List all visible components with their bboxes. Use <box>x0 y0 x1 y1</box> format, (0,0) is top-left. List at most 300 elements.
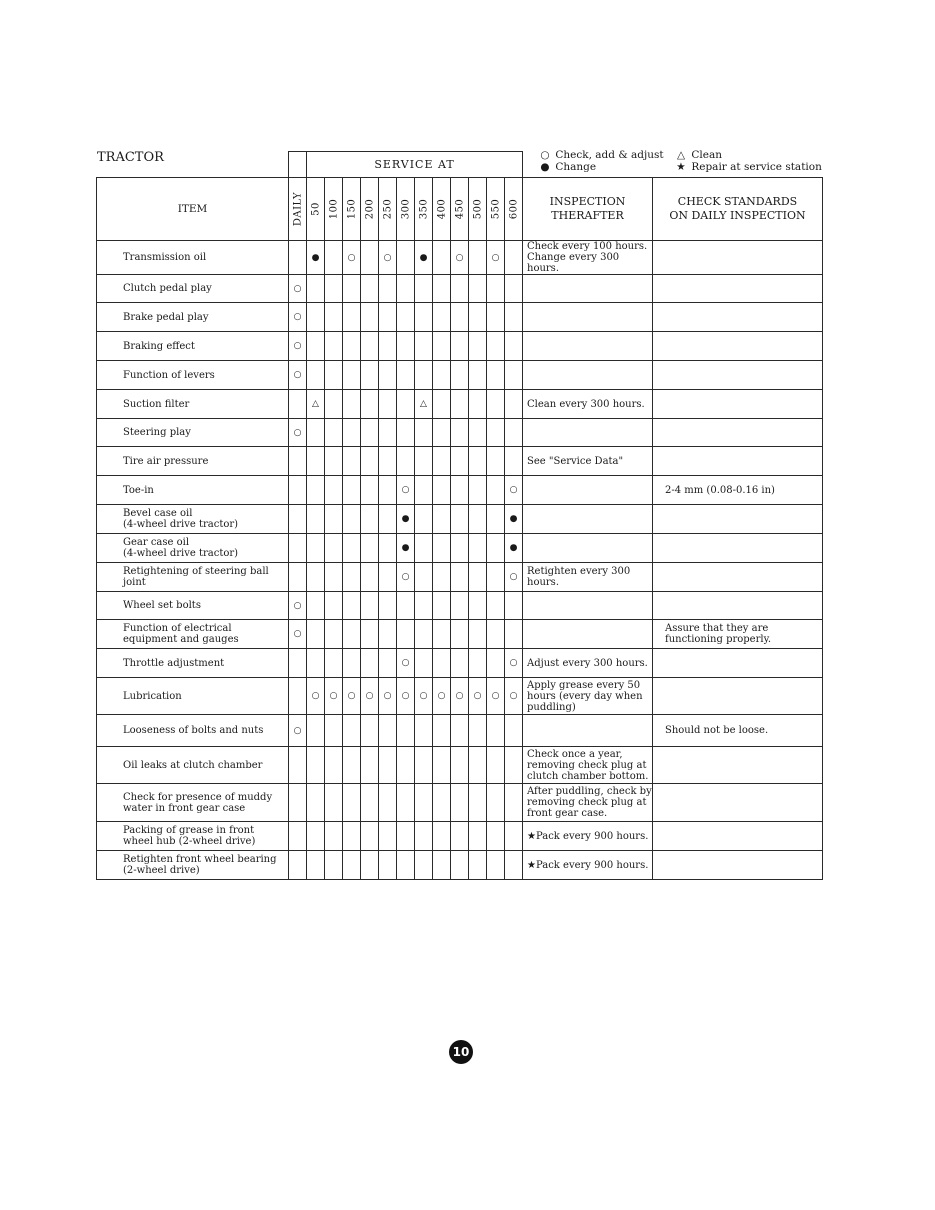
daily-mark <box>289 447 307 476</box>
service-mark <box>487 715 505 747</box>
service-mark: ○ <box>487 678 505 715</box>
service-mark <box>397 275 415 303</box>
hour-column-header: 200 <box>361 178 379 241</box>
triangle-icon: △ <box>676 149 686 161</box>
service-mark <box>469 505 487 534</box>
item-name: Retightening of steering ball joint <box>97 563 289 592</box>
service-mark <box>469 747 487 784</box>
check-standard: Assure that they are functioning properly. <box>653 620 823 649</box>
table-row <box>97 784 823 822</box>
daily-mark <box>289 784 307 822</box>
service-mark <box>343 303 361 332</box>
item-name: Gear case oil (4-wheel drive tractor) <box>97 534 289 563</box>
service-mark <box>487 419 505 447</box>
service-mark <box>361 715 379 747</box>
service-mark <box>379 332 397 361</box>
legend-label: Clean <box>691 149 722 161</box>
inspection-thereafter: Check every 100 hours. Change every 300 hours. <box>523 241 653 275</box>
table-row <box>97 649 823 678</box>
check-standard: Should not be loose. <box>653 715 823 747</box>
daily-mark: ○ <box>289 419 307 447</box>
item-name: Tire air pressure <box>97 447 289 476</box>
service-mark <box>505 361 523 390</box>
header-row-columns <box>97 178 823 241</box>
service-mark: ● <box>415 241 433 275</box>
maintenance-table <box>96 151 823 880</box>
check-standard <box>653 361 823 390</box>
service-mark <box>325 390 343 419</box>
service-mark <box>307 447 325 476</box>
service-mark <box>469 447 487 476</box>
service-mark <box>325 476 343 505</box>
service-mark: ○ <box>505 563 523 592</box>
service-mark <box>415 563 433 592</box>
table-row <box>97 476 823 505</box>
inspection-thereafter <box>523 505 653 534</box>
table-row <box>97 275 823 303</box>
service-mark <box>433 784 451 822</box>
service-mark <box>397 332 415 361</box>
service-mark <box>451 390 469 419</box>
service-mark <box>379 784 397 822</box>
item-name: Lubrication <box>97 678 289 715</box>
service-mark <box>325 620 343 649</box>
page-number: 10 <box>449 1040 473 1064</box>
service-mark <box>397 390 415 419</box>
check-standard <box>653 332 823 361</box>
service-mark <box>343 505 361 534</box>
service-mark <box>433 476 451 505</box>
hour-column-header: 450 <box>451 178 469 241</box>
service-mark <box>433 822 451 851</box>
item-name: Throttle adjustment <box>97 649 289 678</box>
service-mark <box>325 822 343 851</box>
service-mark <box>343 563 361 592</box>
service-mark <box>487 505 505 534</box>
service-mark <box>415 747 433 784</box>
service-mark <box>325 447 343 476</box>
daily-mark: ○ <box>289 275 307 303</box>
service-mark <box>487 447 505 476</box>
service-mark <box>415 784 433 822</box>
service-mark <box>325 505 343 534</box>
service-mark: ○ <box>451 678 469 715</box>
service-mark <box>415 534 433 563</box>
star-icon: ★ <box>676 161 686 173</box>
service-mark <box>487 275 505 303</box>
daily-mark <box>289 649 307 678</box>
service-mark <box>469 332 487 361</box>
service-mark <box>379 275 397 303</box>
inspection-thereafter <box>523 332 653 361</box>
item-name: Function of electrical equipment and gauges <box>97 620 289 649</box>
service-mark <box>415 649 433 678</box>
table-row <box>97 419 823 447</box>
daily-mark <box>289 747 307 784</box>
service-mark <box>307 592 325 620</box>
service-mark <box>469 476 487 505</box>
service-mark <box>451 822 469 851</box>
service-mark <box>451 592 469 620</box>
table-row <box>97 505 823 534</box>
service-mark <box>343 534 361 563</box>
service-mark: ○ <box>397 476 415 505</box>
check-standard <box>653 505 823 534</box>
service-mark <box>415 275 433 303</box>
service-mark <box>487 822 505 851</box>
service-mark <box>343 620 361 649</box>
service-mark <box>361 851 379 880</box>
service-mark <box>451 563 469 592</box>
service-mark <box>469 241 487 275</box>
service-mark <box>433 419 451 447</box>
inspection-thereafter <box>523 715 653 747</box>
service-mark <box>487 784 505 822</box>
service-mark <box>361 275 379 303</box>
inspection-thereafter <box>523 303 653 332</box>
service-mark: ○ <box>379 678 397 715</box>
service-mark <box>307 419 325 447</box>
inspection-thereafter <box>523 592 653 620</box>
service-mark <box>307 332 325 361</box>
item-name: Brake pedal play <box>97 303 289 332</box>
item-name: Transmission oil <box>97 241 289 275</box>
service-mark: ○ <box>361 678 379 715</box>
service-mark <box>361 620 379 649</box>
service-mark <box>433 851 451 880</box>
inspection-thereafter: ★Pack every 900 hours. <box>523 822 653 851</box>
daily-mark <box>289 563 307 592</box>
check-standard <box>653 784 823 822</box>
daily-mark: ○ <box>289 361 307 390</box>
daily-mark <box>289 678 307 715</box>
service-mark <box>505 419 523 447</box>
table-row <box>97 747 823 784</box>
table-row <box>97 361 823 390</box>
service-mark <box>451 747 469 784</box>
daily-mark <box>289 822 307 851</box>
service-mark <box>433 563 451 592</box>
service-mark <box>433 534 451 563</box>
service-mark <box>361 332 379 361</box>
service-mark <box>361 419 379 447</box>
service-mark <box>397 361 415 390</box>
service-mark <box>487 534 505 563</box>
service-mark <box>325 332 343 361</box>
service-mark <box>307 275 325 303</box>
item-name: Oil leaks at clutch chamber <box>97 747 289 784</box>
service-mark: ● <box>307 241 325 275</box>
service-mark <box>361 303 379 332</box>
service-mark <box>433 620 451 649</box>
service-mark <box>505 275 523 303</box>
table-row <box>97 332 823 361</box>
service-mark <box>307 563 325 592</box>
service-mark <box>307 784 325 822</box>
service-mark <box>451 715 469 747</box>
service-mark <box>325 303 343 332</box>
table-row <box>97 620 823 649</box>
service-mark <box>325 851 343 880</box>
table-row <box>97 822 823 851</box>
service-mark <box>451 534 469 563</box>
inspection-thereafter <box>523 620 653 649</box>
service-mark <box>361 563 379 592</box>
service-mark: ○ <box>325 678 343 715</box>
service-mark: ○ <box>469 678 487 715</box>
service-mark <box>361 747 379 784</box>
daily-column-header <box>289 178 307 241</box>
service-mark: △ <box>307 390 325 419</box>
check-standards-column-header: CHECK STANDARDS ON DAILY INSPECTION <box>653 178 823 241</box>
service-mark <box>469 592 487 620</box>
service-mark <box>379 620 397 649</box>
check-standard <box>653 822 823 851</box>
table-row <box>97 303 823 332</box>
service-mark <box>397 822 415 851</box>
service-mark <box>361 476 379 505</box>
service-mark <box>379 447 397 476</box>
service-mark <box>415 303 433 332</box>
check-standard <box>653 419 823 447</box>
item-name: Looseness of bolts and nuts <box>97 715 289 747</box>
check-standard: 2-4 mm (0.08-0.16 in) <box>653 476 823 505</box>
service-mark <box>505 747 523 784</box>
table-body <box>97 241 823 880</box>
item-name: Wheel set bolts <box>97 592 289 620</box>
hour-column-header: 100 <box>325 178 343 241</box>
service-mark <box>451 649 469 678</box>
check-standard <box>653 390 823 419</box>
daily-mark: ○ <box>289 620 307 649</box>
service-mark: ○ <box>505 476 523 505</box>
hour-column-header: 250 <box>379 178 397 241</box>
service-mark <box>361 505 379 534</box>
table-row <box>97 241 823 275</box>
item-name: Steering play <box>97 419 289 447</box>
table-row <box>97 534 823 563</box>
inspection-thereafter: Check once a year, removing check plug at clutch chamber bottom. <box>523 747 653 784</box>
service-mark <box>451 419 469 447</box>
service-mark <box>505 620 523 649</box>
service-mark <box>361 534 379 563</box>
service-mark <box>307 649 325 678</box>
service-mark <box>433 715 451 747</box>
service-mark <box>415 851 433 880</box>
service-mark: ○ <box>505 678 523 715</box>
service-mark <box>397 851 415 880</box>
service-mark <box>397 747 415 784</box>
service-mark <box>433 275 451 303</box>
service-mark <box>397 784 415 822</box>
service-mark <box>307 822 325 851</box>
service-mark <box>379 390 397 419</box>
service-mark <box>397 241 415 275</box>
service-mark <box>433 747 451 784</box>
service-mark <box>343 361 361 390</box>
service-mark <box>379 747 397 784</box>
daily-mark: ○ <box>289 303 307 332</box>
daily-mark <box>289 476 307 505</box>
service-mark <box>469 851 487 880</box>
service-mark <box>415 476 433 505</box>
service-mark <box>415 715 433 747</box>
service-mark <box>361 241 379 275</box>
service-mark <box>469 275 487 303</box>
table-row <box>97 563 823 592</box>
item-name: Retighten front wheel bearing (2-wheel drive) <box>97 851 289 880</box>
service-mark <box>307 620 325 649</box>
service-mark <box>361 390 379 419</box>
service-mark <box>505 390 523 419</box>
inspection-thereafter: Clean every 300 hours. <box>523 390 653 419</box>
service-mark <box>343 715 361 747</box>
legend-label: Repair at service station <box>691 161 822 173</box>
service-mark <box>343 784 361 822</box>
service-mark <box>343 447 361 476</box>
service-mark: ● <box>505 534 523 563</box>
service-mark <box>325 715 343 747</box>
hour-column-header: 500 <box>469 178 487 241</box>
hour-column-header: 300 <box>397 178 415 241</box>
service-mark <box>433 361 451 390</box>
service-mark: ○ <box>397 563 415 592</box>
service-mark <box>451 332 469 361</box>
table-row <box>97 851 823 880</box>
service-mark: ○ <box>487 241 505 275</box>
service-mark <box>307 534 325 563</box>
service-mark <box>469 419 487 447</box>
service-mark <box>343 275 361 303</box>
service-mark: ○ <box>433 678 451 715</box>
hour-column-header: 600 <box>505 178 523 241</box>
check-standard <box>653 241 823 275</box>
item-column-header: ITEM <box>97 178 289 241</box>
service-mark <box>379 476 397 505</box>
service-mark <box>469 361 487 390</box>
service-mark <box>433 303 451 332</box>
inspection-thereafter <box>523 361 653 390</box>
service-mark <box>505 303 523 332</box>
service-mark <box>433 332 451 361</box>
service-mark <box>307 361 325 390</box>
service-mark <box>397 592 415 620</box>
service-mark <box>379 419 397 447</box>
item-name: Braking effect <box>97 332 289 361</box>
service-mark <box>451 784 469 822</box>
legend-label: Change <box>555 161 597 173</box>
service-mark <box>415 620 433 649</box>
inspection-thereafter: Apply grease every 50 hours (every day when puddling) <box>523 678 653 715</box>
service-mark: ● <box>397 534 415 563</box>
service-mark <box>469 649 487 678</box>
service-mark <box>505 332 523 361</box>
service-mark <box>433 592 451 620</box>
service-mark <box>469 784 487 822</box>
service-mark <box>397 715 415 747</box>
service-mark <box>343 476 361 505</box>
inspection-thereafter: Retighten every 300 hours. <box>523 563 653 592</box>
hour-column-header: 550 <box>487 178 505 241</box>
filled-circle-icon: ● <box>540 161 550 173</box>
service-mark <box>433 390 451 419</box>
service-mark <box>487 747 505 784</box>
service-mark: △ <box>415 390 433 419</box>
check-standard <box>653 851 823 880</box>
item-name: Toe-in <box>97 476 289 505</box>
page-title: TRACTOR <box>97 150 164 165</box>
item-name: Suction filter <box>97 390 289 419</box>
inspection-thereafter: Adjust every 300 hours. <box>523 649 653 678</box>
service-mark <box>361 822 379 851</box>
service-mark <box>487 390 505 419</box>
service-mark: ○ <box>343 241 361 275</box>
service-mark <box>343 747 361 784</box>
service-mark <box>325 275 343 303</box>
service-mark <box>505 851 523 880</box>
service-mark <box>379 563 397 592</box>
daily-mark: ○ <box>289 715 307 747</box>
service-at-header: SERVICE AT <box>307 152 523 178</box>
service-mark <box>343 851 361 880</box>
service-mark <box>505 822 523 851</box>
daily-mark: ○ <box>289 332 307 361</box>
service-mark <box>343 822 361 851</box>
service-mark <box>325 361 343 390</box>
service-mark <box>397 620 415 649</box>
service-mark <box>451 620 469 649</box>
service-mark <box>469 715 487 747</box>
daily-mark <box>289 390 307 419</box>
service-mark <box>487 563 505 592</box>
item-name: Clutch pedal play <box>97 275 289 303</box>
check-standard <box>653 592 823 620</box>
maintenance-table-wrapper <box>96 151 822 881</box>
service-mark <box>469 390 487 419</box>
service-mark <box>487 361 505 390</box>
inspection-thereafter <box>523 476 653 505</box>
service-mark <box>505 784 523 822</box>
inspection-thereafter <box>523 419 653 447</box>
daily-mark <box>289 851 307 880</box>
service-mark <box>325 563 343 592</box>
check-standard <box>653 563 823 592</box>
service-mark <box>487 303 505 332</box>
daily-mark <box>289 505 307 534</box>
service-mark <box>379 505 397 534</box>
service-mark: ○ <box>397 678 415 715</box>
service-mark: ○ <box>415 678 433 715</box>
service-mark <box>415 447 433 476</box>
daily-mark: ○ <box>289 592 307 620</box>
service-mark <box>343 332 361 361</box>
service-mark <box>505 715 523 747</box>
service-mark <box>505 592 523 620</box>
service-mark <box>361 447 379 476</box>
service-mark <box>325 241 343 275</box>
service-mark <box>379 649 397 678</box>
hour-column-header: 50 <box>307 178 325 241</box>
service-mark <box>307 747 325 784</box>
header-row-top <box>97 152 823 178</box>
service-mark <box>469 303 487 332</box>
table-row <box>97 715 823 747</box>
service-mark <box>415 332 433 361</box>
inspection-column-header: INSPECTION THERAFTER <box>523 178 653 241</box>
service-mark: ○ <box>379 241 397 275</box>
service-mark <box>343 390 361 419</box>
service-mark <box>325 747 343 784</box>
